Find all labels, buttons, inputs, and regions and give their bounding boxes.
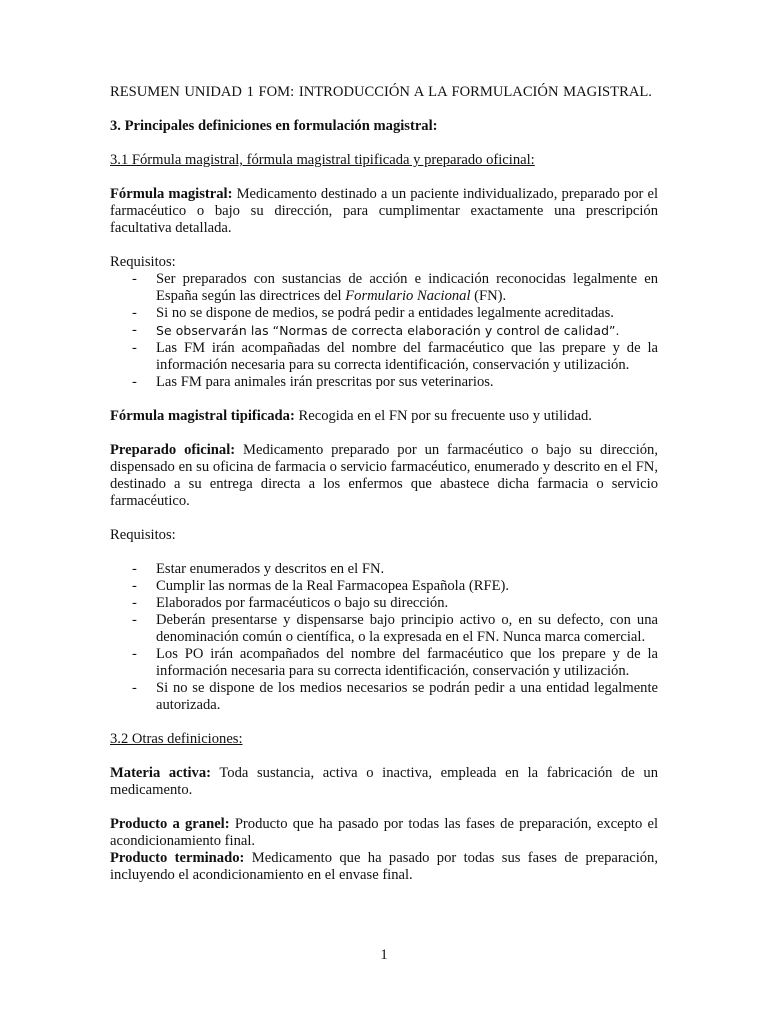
list-item: - Ser preparados con sustancias de acción e indicación reconocidas legalmente en España según las directrices del Formulario Nacional (FN). xyxy=(132,271,658,304)
definition-term: Fórmula magistral: xyxy=(110,186,233,202)
definition-formula-magistral xyxy=(110,186,658,237)
list-item: - Los PO irán acompañados del nombre del farmacéutico que los prepare y de la información necesaria para su correcta identificación, conservación y utilización. xyxy=(132,646,658,679)
definition-text: Medicamento destinado a un paciente individualizado, preparado por el farmacéutico o bajo su dirección, para cumplimentar exactamente una prescripción facultativa detallada. xyxy=(110,186,658,236)
list-item: - Las FM irán acompañadas del nombre del farmacéutico que las prepare y de la información necesaria para su correcta identificación, conservación y utilización. xyxy=(132,340,658,373)
definition-term: Producto a granel: xyxy=(110,816,230,832)
definition-formula-magistral-tipificada xyxy=(110,408,658,425)
requirements-list-fm xyxy=(110,271,658,391)
requirements-list-po xyxy=(110,561,658,714)
definition-term: Preparado oficinal: xyxy=(110,442,236,458)
definition-producto-terminado xyxy=(110,850,658,884)
list-item: - Se observarán las “Normas de correcta elaboración y control de calidad”. xyxy=(132,322,620,338)
list-item: - Cumplir las normas de la Real Farmacopea Española (RFE). xyxy=(132,578,509,594)
page-number: 1 xyxy=(380,947,388,963)
requirements-label: Requisitos: xyxy=(110,527,176,543)
document-page xyxy=(110,84,658,884)
list-item: - Si no se dispone de medios, se podrá pedir a entidades legalmente acreditadas. xyxy=(132,305,614,321)
subsection-heading-3-1: 3.1 Fórmula magistral, fórmula magistral tipificada y preparado oficinal: xyxy=(110,152,535,168)
list-item: - Si no se dispone de los medios necesarios se podrán pedir a una entidad legalmente autorizada. xyxy=(132,680,658,713)
definition-text: Medicamento preparado por un farmacéutico o bajo su dirección, dispensado en su oficina de farmacia o servicio farmacéutico, enumerado y descrito en el FN, destinado a su entrega directa a los enfermos que abastece dicha farmacia o servicio farmacéutico. xyxy=(110,442,658,509)
list-item: - Elaborados por farmacéuticos o bajo su dirección. xyxy=(132,595,449,611)
requirements-label: Requisitos: xyxy=(110,254,176,270)
definition-preparado-oficinal xyxy=(110,442,658,510)
list-item: - Estar enumerados y descritos en el FN. xyxy=(132,561,385,577)
definition-text: Recogida en el FN por su frecuente uso y utilidad. xyxy=(298,408,592,424)
subsection-heading-3-2: 3.2 Otras definiciones: xyxy=(110,731,243,747)
definition-term: Producto terminado: xyxy=(110,850,245,866)
definition-term: Fórmula magistral tipificada: xyxy=(110,408,295,424)
document-title: RESUMEN UNIDAD 1 FOM: INTRODUCCIÓN A LA FORMULACIÓN MAGISTRAL. xyxy=(110,84,652,100)
list-item: - Las FM para animales irán prescritas por sus veterinarios. xyxy=(132,374,494,390)
definition-producto-a-granel xyxy=(110,816,658,850)
definition-materia-activa xyxy=(110,765,658,799)
list-item: - Deberán presentarse y dispensarse bajo principio activo o, en su defecto, con una denominación común o científica, o la expresada en el FN. Nunca marca comercial. xyxy=(132,612,658,645)
section-heading-3: 3. Principales definiciones en formulación magistral: xyxy=(110,118,438,134)
definition-text: Producto que ha pasado por todas las fases de preparación, excepto el acondicionamiento final. xyxy=(110,816,659,849)
definition-term: Materia activa: xyxy=(110,765,212,781)
definition-text: Medicamento que ha pasado por todas sus fases de preparación, incluyendo el acondicionamiento en el envase final. xyxy=(110,850,659,883)
definition-text: Toda sustancia, activa o inactiva, empleada en la fabricación de un medicamento. xyxy=(110,765,659,798)
